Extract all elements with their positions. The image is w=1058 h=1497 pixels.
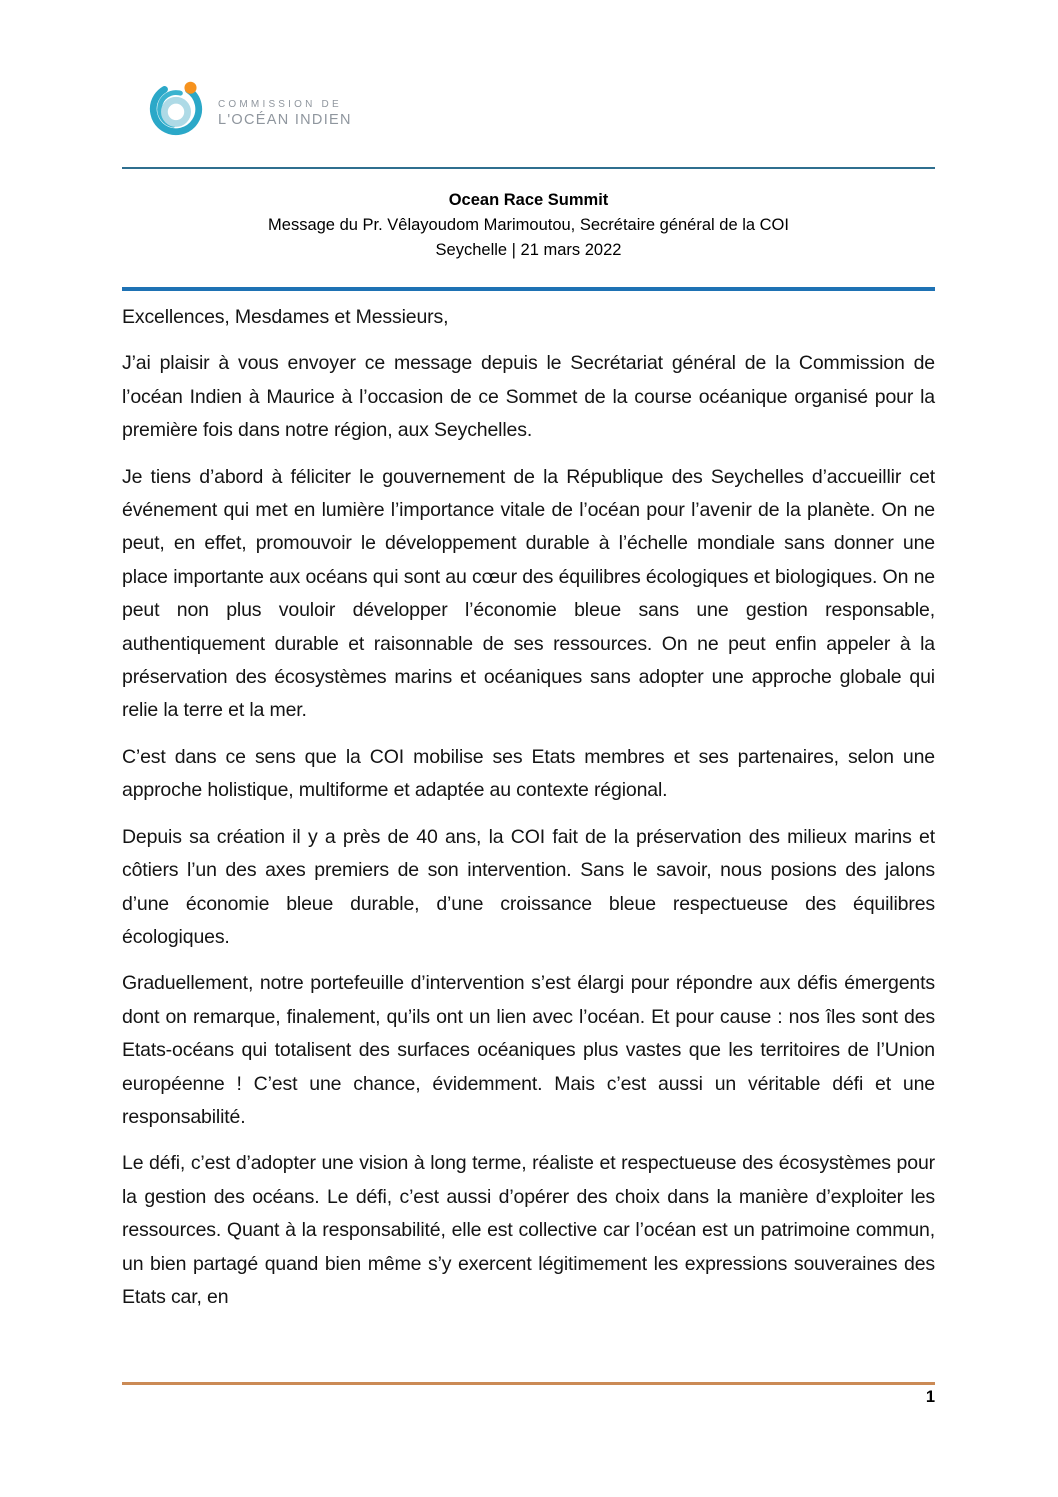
paragraph: C’est dans ce sens que la COI mobilise ses Etats membres et ses partenaires, selon une approche holistique, multiforme et adaptée au contexte régional. [122,745,935,802]
document-header [122,188,935,263]
header-rule-top [122,167,935,169]
coi-logo-wordmark [218,78,352,129]
document-dateline: Seychelle | 21 mars 2022 [435,241,622,259]
document-title: Ocean Race Summit [448,191,609,209]
page-number: 1 [925,1388,935,1406]
coi-logo [147,78,352,140]
paragraph-salutation: Excellences, Mesdames et Messieurs, [122,306,449,328]
paragraph: Graduellement, notre portefeuille d’intervention s’est élargi pour répondre aux défis émergents dont on remarque, finalement, qu’ils ont un lien avec l’océan. Et pour cause : nos îles sont des Etats-océans qui totalisent des surfaces océaniques plus vastes que les territoires de l’Union européenne ! C’est une chance, évidemment. Mais c’est aussi un véritable défi et une responsabilité. [122,972,935,1128]
header-rule-bottom [122,287,935,291]
footer-rule [122,1382,935,1385]
paragraph: Le défi, c’est d’adopter une vision à long terme, réaliste et respectueuse des écosystèmes pour la gestion des océans. Le défi, c’est aussi d’opérer des choix dans la manière d’exploiter les ressources. Quant à la responsabilité, elle est collective car l’océan est un patrimoine commun, un bien partagé quand bien même s’y exercent légitimement les expressions souveraines des Etats car, en [122,1152,935,1308]
coi-logo-icon [147,78,205,140]
document-subtitle: Message du Pr. Vêlayoudom Marimoutou, Secrétaire général de la COI [268,216,789,234]
paragraph: J’ai plaisir à vous envoyer ce message depuis le Secrétariat général de la Commission de l’océan Indien à Maurice à l’occasion de ce Sommet de la course océanique organisé pour la première fois dans notre région, aux Seychelles. [122,352,935,442]
logo-text-line2: L'OCÉAN INDIEN [218,112,352,128]
paragraph: Depuis sa création il y a près de 40 ans, la COI fait de la préservation des milieux marins et côtiers l’un des axes premiers de son intervention. Sans le savoir, nous posions des jalons d’une économie bleue durable, d’une croissance bleue respectueuse des équilibres écologiques. [122,825,935,948]
paragraph: Je tiens d’abord à féliciter le gouvernement de la République des Seychelles d’accueillir cet événement qui met en lumière l’importance vitale de l’océan pour l’avenir de la planète. On ne peut, en effet, promouvoir le développement durable à l’échelle mondiale sans donner une place importante aux océans qui sont au cœur des équilibres écologiques et biologiques. On ne peut non plus vouloir développer l’économie bleue sans une gestion responsable, authentiquement durable et raisonnable de ses ressources. On ne peut enfin appeler à la préservation des écosystèmes marins et océaniques sans adopter une approche globale qui relie la terre et la mer. [122,465,935,722]
document-body [122,301,935,1327]
logo-text-line1: COMMISSION DE [218,99,342,110]
